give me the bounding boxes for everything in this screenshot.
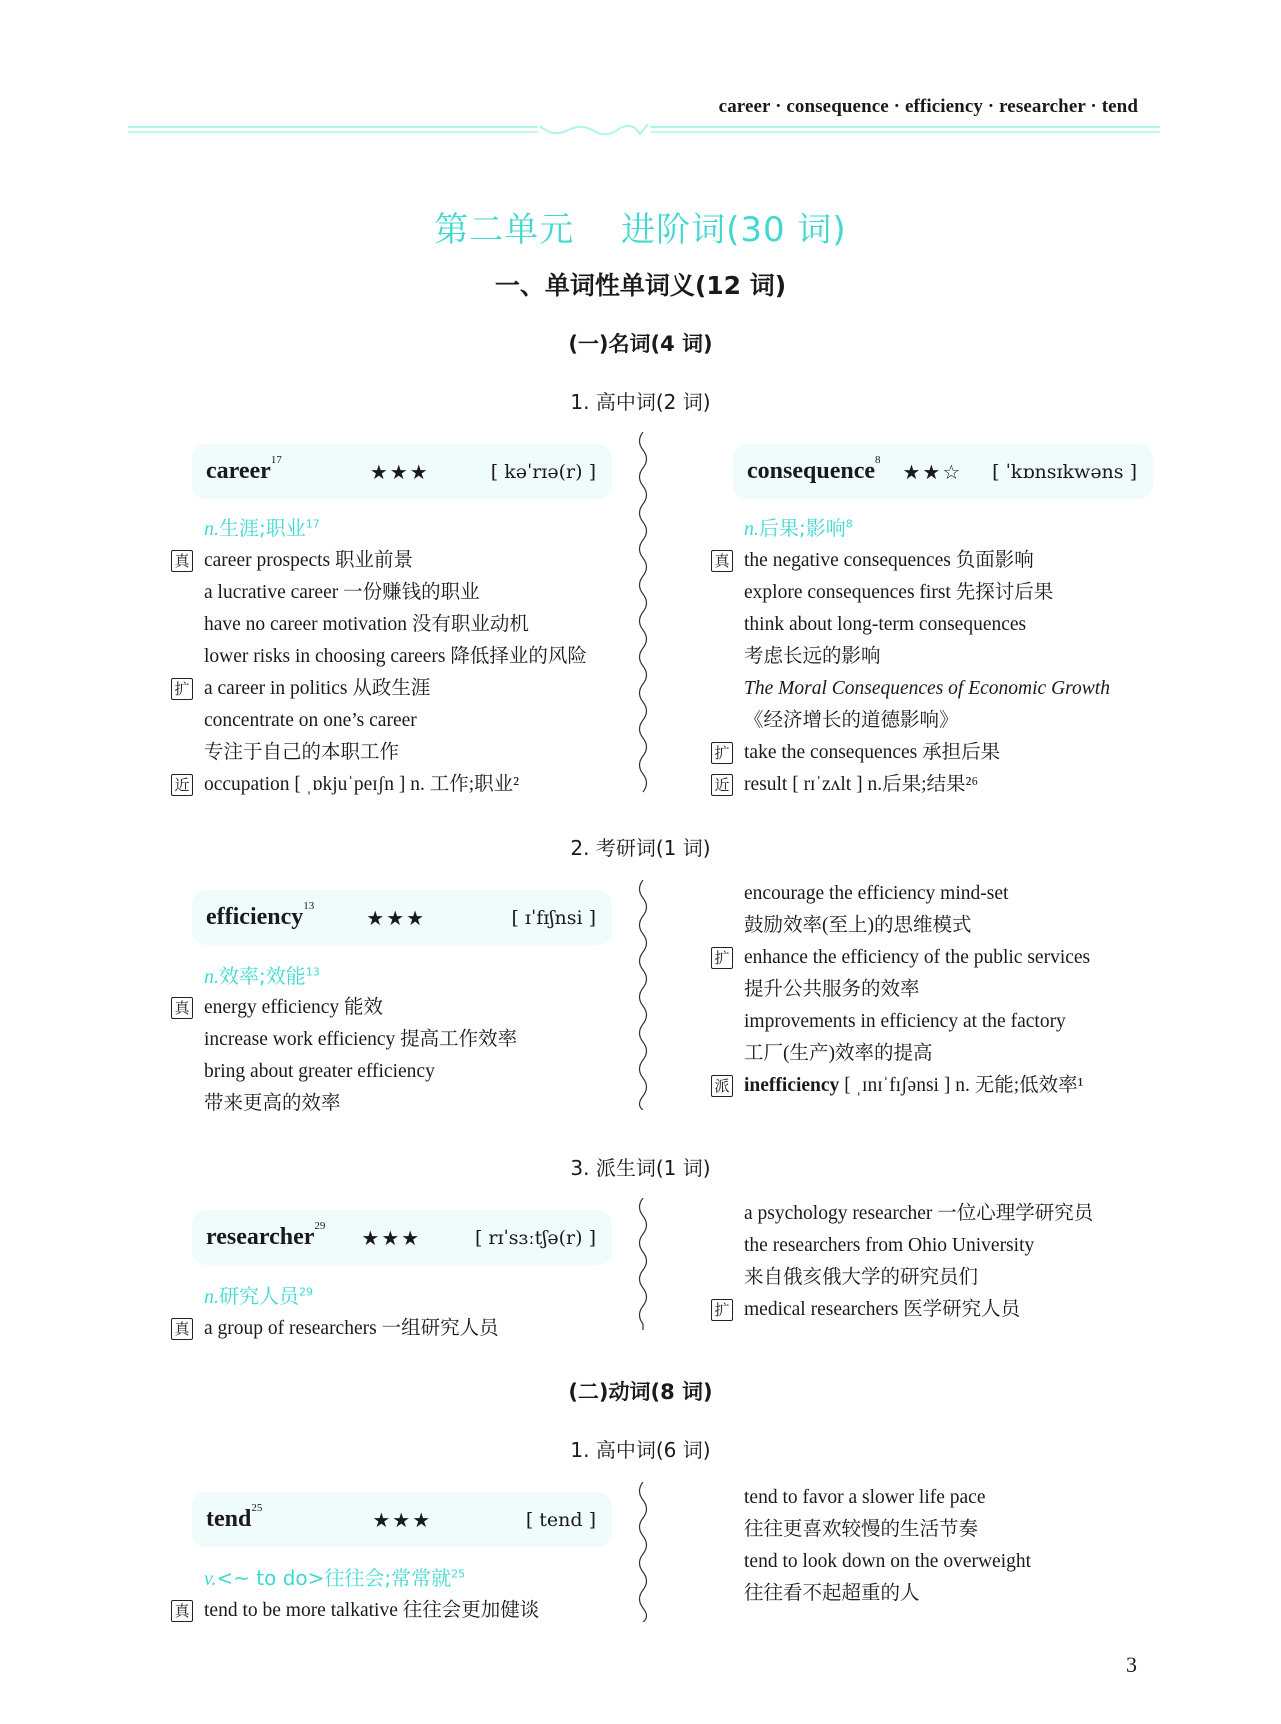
example-line: 提升公共服务的效率 xyxy=(744,979,920,1000)
wavy-divider xyxy=(636,880,650,1110)
example-line: increase work efficiency 提高工作效率 xyxy=(204,1029,518,1050)
example-line: a lucrative career 一份赚钱的职业 xyxy=(204,582,480,603)
section-title: 一、单词性单词义(12 词) xyxy=(494,271,787,300)
definition: v.<~ to do>往往会;常常就$^{25}$ xyxy=(204,1566,466,1590)
example-line: have no career motivation 没有职业动机 xyxy=(204,614,529,635)
star-rating-icon: ★★★ xyxy=(372,1507,433,1532)
tag-extend-icon: 扩 xyxy=(711,742,733,764)
example-list-researcher-continued xyxy=(714,1198,1094,1326)
example-line: tend to look down on the overweight xyxy=(744,1551,1032,1572)
headword: career$^{17}$ xyxy=(206,454,282,484)
example-line: 考虑长远的影响 xyxy=(744,646,881,667)
example-list-tend xyxy=(174,1595,540,1627)
example-line-title: The Moral Consequences of Economic Growth xyxy=(744,678,1110,699)
subsection-nouns-derived: 3. 派生词(1 词) xyxy=(570,1156,711,1180)
headword-box xyxy=(733,444,1153,499)
definition: n.后果;影响$^8$ xyxy=(744,516,853,540)
example-line: 带来更高的效率 xyxy=(204,1093,341,1114)
tag-real-exam-icon: 真 xyxy=(711,550,733,572)
tag-real-exam-icon: 真 xyxy=(171,550,193,572)
unit-title: 第二单元 进阶词(30 词) xyxy=(434,210,847,250)
example-line: 扩 a career in politics 从政生涯 xyxy=(204,673,587,705)
example-line: 鼓励效率(至上)的思维模式 xyxy=(744,915,972,936)
phonetic: [ tend ] xyxy=(525,1508,596,1531)
example-line: think about long-term consequences xyxy=(744,614,1027,635)
star-rating-icon: ★★★ xyxy=(369,459,430,484)
headword-box xyxy=(192,1210,612,1265)
phonetic: [ kəˈrɪə(r) ] xyxy=(490,460,596,483)
phonetic: [ ˈkɒnsɪkwəns ] xyxy=(992,460,1137,483)
star-rating-icon: ★★★ xyxy=(361,1225,422,1250)
entry-career xyxy=(192,444,612,499)
definition: n.研究人员$^{29}$ xyxy=(204,1284,313,1308)
page-number: 3 xyxy=(1126,1652,1137,1677)
example-list-career xyxy=(174,545,587,801)
example-line: 专注于自己的本职工作 xyxy=(204,742,400,763)
example-line: explore consequences first 先探讨后果 xyxy=(744,582,1054,603)
tag-extend-icon: 扩 xyxy=(711,1299,733,1321)
example-line: bring about greater efficiency xyxy=(204,1061,435,1082)
example-line: 近 result [ rɪˈzʌlt ] n.后果;结果²⁶ xyxy=(744,769,1110,801)
example-line: 近 occupation [ ˌɒkjuˈpeɪʃn ] n. 工作;职业² xyxy=(204,769,587,801)
example-line: tend to favor a slower life pace xyxy=(744,1487,986,1508)
example-line: lower risks in choosing careers 降低择业的风险 xyxy=(204,646,587,667)
subsection-nouns-postgrad: 2. 考研词(1 词) xyxy=(570,836,711,860)
tag-real-exam-icon: 真 xyxy=(171,1600,193,1622)
phonetic: [ ɪˈfɪʃnsi ] xyxy=(511,906,596,929)
example-list-consequence xyxy=(714,545,1110,801)
entry-consequence xyxy=(733,444,1153,499)
headword: consequence$^8$ xyxy=(747,454,881,484)
headword-box xyxy=(192,444,612,499)
tag-extend-icon: 扩 xyxy=(171,678,193,700)
example-line: 扩 medical researchers 医学研究人员 xyxy=(744,1294,1093,1326)
entry-efficiency xyxy=(192,890,612,945)
example-line: 真 the negative consequences 负面影响 xyxy=(744,545,1110,577)
subsection-verbs: (二)动词(8 词) xyxy=(568,1380,713,1404)
tag-real-exam-icon: 真 xyxy=(171,1318,193,1340)
example-line: 《经济增长的道德影响》 xyxy=(744,710,959,731)
headword-box xyxy=(192,890,612,945)
tag-synonym-icon: 近 xyxy=(711,774,733,796)
wavy-divider xyxy=(636,1482,650,1622)
headword: tend$^{25}$ xyxy=(206,1502,263,1532)
example-line: 真 energy efficiency 能效 xyxy=(204,992,517,1024)
subsection-verbs-highschool: 1. 高中词(6 词) xyxy=(570,1438,711,1462)
example-line: 派 inefficiency [ ˌɪnɪˈfɪʃənsi ] n. 无能;低效率¹ xyxy=(744,1070,1090,1102)
example-line: 真 a group of researchers 一组研究人员 xyxy=(204,1313,499,1345)
star-rating-icon: ★★☆ xyxy=(902,459,963,484)
example-line: 往往更喜欢较慢的生活节奏 xyxy=(744,1519,979,1540)
tag-derivative-icon: 派 xyxy=(711,1075,733,1097)
example-line: 来自俄亥俄大学的研究员们 xyxy=(744,1267,979,1288)
headword-box xyxy=(192,1492,612,1547)
running-header: career · consequence · efficiency · researcher · tend xyxy=(718,96,1138,117)
example-line: 真 tend to be more talkative 往往会更加健谈 xyxy=(204,1595,539,1627)
example-list-efficiency-continued xyxy=(714,878,1091,1102)
example-line: 扩 enhance the efficiency of the public services xyxy=(744,942,1090,974)
example-list-efficiency xyxy=(174,992,518,1120)
entry-tend xyxy=(192,1492,612,1547)
example-line: improvements in efficiency at the factory xyxy=(744,1011,1066,1032)
definition: n.生涯;职业$^{17}$ xyxy=(204,516,320,540)
example-line: 真 career prospects 职业前景 xyxy=(204,545,587,577)
wavy-divider xyxy=(636,432,650,794)
subsection-nouns: (一)名词(4 词) xyxy=(568,332,713,356)
tag-real-exam-icon: 真 xyxy=(171,997,193,1019)
example-line: 往往看不起超重的人 xyxy=(744,1583,920,1604)
phonetic: [ rɪˈsɜːtʃə(r) ] xyxy=(474,1226,596,1249)
example-line: 扩 take the consequences 承担后果 xyxy=(744,737,1110,769)
example-line: the researchers from Ohio University xyxy=(744,1235,1035,1256)
entry-researcher xyxy=(192,1210,612,1265)
example-line: a psychology researcher 一位心理学研究员 xyxy=(744,1203,1094,1224)
tag-extend-icon: 扩 xyxy=(711,947,733,969)
subsection-nouns-highschool: 1. 高中词(2 词) xyxy=(570,390,711,414)
example-list-researcher xyxy=(174,1313,499,1345)
wavy-divider xyxy=(636,1198,650,1330)
definition: n.效率;效能$^{13}$ xyxy=(204,964,320,988)
star-rating-icon: ★★★ xyxy=(366,905,427,930)
example-line: 工厂(生产)效率的提高 xyxy=(744,1043,933,1064)
example-list-tend-continued xyxy=(744,1482,1031,1610)
example-line: concentrate on one’s career xyxy=(204,710,417,731)
headword: researcher$^{29}$ xyxy=(206,1220,326,1250)
header-ornament-rule xyxy=(128,124,1160,136)
tag-synonym-icon: 近 xyxy=(171,774,193,796)
headword: efficiency$^{13}$ xyxy=(206,900,315,930)
example-line: encourage the efficiency mind-set xyxy=(744,883,1009,904)
